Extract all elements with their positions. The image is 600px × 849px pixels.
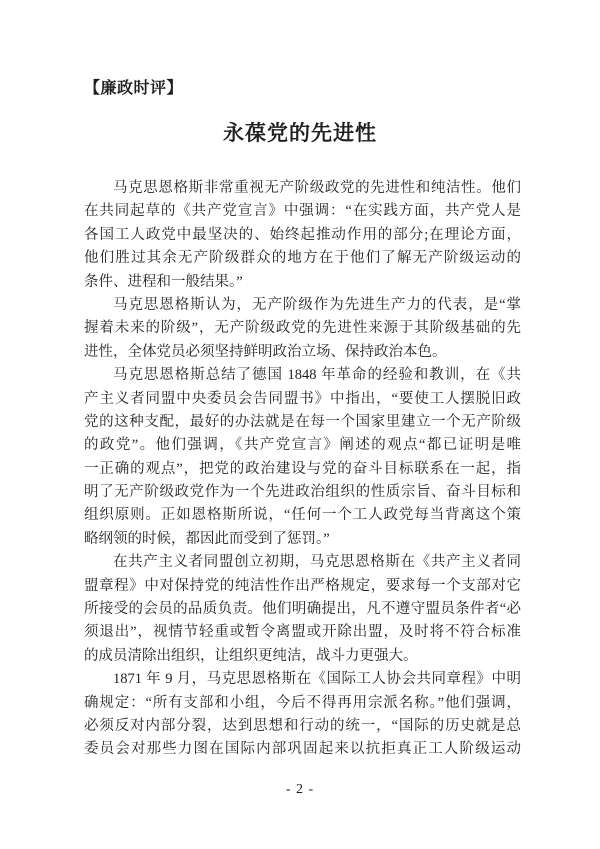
body-line: 必须反对内部分裂，达到思想和行动的统一，“国际的历史就是总 xyxy=(84,717,521,734)
body-line: 盟章程》中对保持党的纯洁性作出严格规定，要求每一个支部对它 xyxy=(84,577,521,594)
body-line: 他们胜过其余无产阶级群众的地方在于他们了解无产阶级运动的 xyxy=(84,250,521,267)
body-line: 握着未来的阶级”，无产阶级政党的先进性来源于其阶级基础的先 xyxy=(84,320,521,337)
body-line: 明了无产阶级政党作为一个先进政治组织的性质宗旨、奋斗目标和 xyxy=(84,484,521,501)
body-line: 各国工人政党中最坚决的、始终起推动作用的部分;在理论方面， xyxy=(84,226,521,243)
body-line: 条件、进程和一般结果。” xyxy=(84,273,243,290)
body-line: 须退出”，视情节轻重或暂令离盟或开除出盟，及时将不符合标准 xyxy=(84,624,521,641)
body-line: 马克思恩格斯非常重视无产阶级政党的先进性和纯洁性。他们 xyxy=(113,180,521,196)
body-line: 进性，全体党员必须坚持鲜明政治立场、保持政治本色。 xyxy=(84,343,447,360)
body-line: 马克思恩格斯认为，无产阶级作为先进生产力的代表，是“掌 xyxy=(113,296,521,313)
body-line: 组织原则。正如恩格斯所说，“任何一个工人政党每当背离这个策 xyxy=(84,507,521,524)
article-title: 永葆党的先进性 xyxy=(223,121,377,145)
body-line: 1871 年 9 月，马克思恩格斯在《国际工人协会共同章程》中明 xyxy=(113,671,521,688)
body-line: 马克思恩格斯总结了德国 1848 年革命的经验和教训，在《共 xyxy=(113,367,521,384)
article-body xyxy=(84,177,521,762)
body-line: 在共同起草的《共产党宣言》中强调：“在实践方面，共产党人是 xyxy=(84,203,521,220)
page-number: - 2 - xyxy=(285,782,315,797)
body-line: 确规定：“所有支部和小组，今后不得再用宗派名称。”他们强调， xyxy=(84,694,521,711)
body-line: 一正确的观点”，把党的政治建设与党的奋斗目标联系在一起，指 xyxy=(84,460,521,477)
body-line: 略纲领的时候，都因此而受到了惩罚。” xyxy=(84,530,330,547)
body-line: 的政党”。他们强调，《共产党宣言》阐述的观点“都已证明是唯 xyxy=(84,437,521,454)
body-line: 在共产主义者同盟创立初期，马克思恩格斯在《共产主义者同 xyxy=(113,554,521,571)
body-line: 所接受的会员的品质负责。他们明确提出，凡不遵守盟员条件者“必 xyxy=(84,601,521,618)
body-line: 产主义者同盟中央委员会告同盟书》中指出，“要使工人摆脱旧政 xyxy=(84,390,521,407)
body-line: 的成员清除出组织，让组织更纯洁，战斗力更强大。 xyxy=(84,647,418,664)
body-line: 委员会对那些力图在国际内部巩固起来以抗拒真正工人阶级运动 xyxy=(84,741,521,758)
body-line: 党的这种支配，最好的办法就是在每一个国家里建立一个无产阶级 xyxy=(84,413,521,430)
column-tag: 【廉政时评】 xyxy=(84,80,184,97)
